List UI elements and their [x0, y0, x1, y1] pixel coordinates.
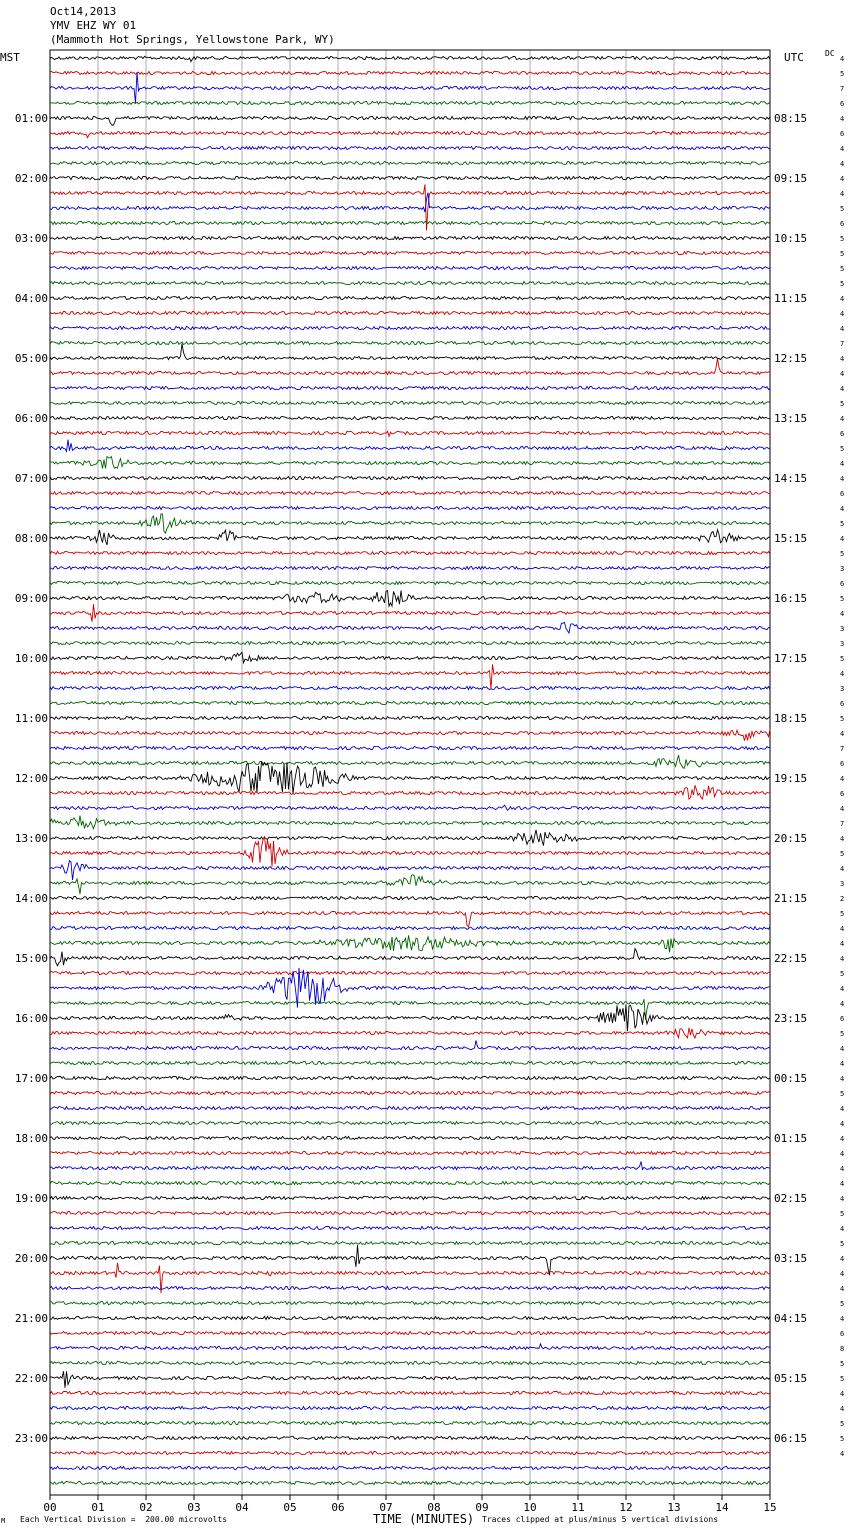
seismic-trace [50, 1106, 770, 1109]
dc-offset-value: 4 [840, 385, 845, 393]
seismic-trace [50, 926, 770, 929]
seismic-trace [50, 1241, 770, 1244]
seismic-trace [50, 1361, 770, 1364]
seismic-trace [50, 911, 770, 926]
seismic-trace [50, 1436, 770, 1439]
seismic-trace [50, 506, 770, 509]
dc-offset-value: 6 [840, 100, 845, 108]
seismic-trace [50, 251, 770, 254]
utc-hour-label: 11:15 [774, 292, 808, 305]
dc-offset-value: 4 [840, 55, 845, 63]
x-tick-label: 14 [715, 1501, 729, 1514]
seismic-trace [50, 861, 770, 880]
dc-offset-value: 3 [840, 640, 845, 648]
seismic-trace [50, 161, 770, 164]
left-timezone-label: MST [0, 51, 20, 64]
dc-offset-value: 5 [840, 280, 845, 288]
mst-hour-label: 22:00 [14, 1372, 48, 1385]
dc-offset-value: 5 [840, 595, 845, 603]
x-tick-label: 04 [235, 1501, 249, 1514]
mst-hour-label: 16:00 [14, 1012, 48, 1025]
dc-offset-value: 4 [840, 1180, 845, 1188]
dc-offset-value: 4 [840, 1045, 845, 1053]
seismic-trace [50, 146, 770, 149]
dc-offset-value: 5 [840, 1030, 845, 1038]
seismic-trace [50, 665, 770, 690]
x-tick-label: 10 [523, 1501, 537, 1514]
dc-offset-value: 6 [840, 700, 845, 708]
utc-hour-label: 06:15 [774, 1432, 808, 1445]
seismic-trace [50, 1151, 770, 1154]
seismic-trace [50, 72, 770, 103]
seismic-trace [50, 116, 770, 125]
mst-hour-label: 19:00 [14, 1192, 48, 1205]
seismic-trace [50, 1162, 770, 1170]
dc-offset-value: 3 [840, 565, 845, 573]
seismic-trace [50, 604, 770, 622]
utc-hour-label: 01:15 [774, 1132, 808, 1145]
seismic-trace [50, 1451, 770, 1454]
mst-hour-label: 18:00 [14, 1132, 48, 1145]
seismic-trace [50, 1245, 770, 1275]
seismic-trace [50, 1391, 770, 1394]
dc-offset-value: 4 [840, 1165, 845, 1173]
utc-hour-label: 17:15 [774, 652, 808, 665]
dc-offset-value: 4 [840, 925, 845, 933]
scale-note: Each Vertical Division = 200.00 microvolts [20, 1515, 228, 1524]
dc-offset-value: 4 [840, 865, 845, 873]
seismic-trace [50, 296, 770, 299]
dc-offset-value: 4 [840, 370, 845, 378]
dc-offset-value: 6 [840, 490, 845, 498]
utc-hour-label: 22:15 [774, 952, 808, 965]
x-tick-label: 00 [43, 1501, 57, 1514]
seismic-trace [50, 416, 770, 419]
utc-hour-label: 15:15 [774, 532, 808, 545]
seismic-trace [50, 701, 770, 704]
utc-hour-label: 04:15 [774, 1312, 808, 1325]
seismic-trace [50, 1136, 770, 1139]
x-tick-label: 07 [379, 1501, 393, 1514]
utc-hour-label: 00:15 [774, 1072, 808, 1085]
seismic-trace [50, 56, 770, 61]
dc-offset-value: 4 [840, 1105, 845, 1113]
dc-offset-value: 7 [840, 340, 845, 348]
x-axis-title: TIME (MINUTES) [373, 1512, 475, 1526]
dc-offset-value: 4 [840, 1150, 845, 1158]
dc-offset-value: 4 [840, 1450, 845, 1458]
dc-offset-value: 4 [840, 955, 845, 963]
clip-note: Traces clipped at plus/minus 5 vertical divisions [482, 1515, 719, 1524]
seismic-trace [50, 311, 770, 314]
seismic-trace [50, 530, 770, 545]
mst-hour-label: 21:00 [14, 1312, 48, 1325]
dc-offset-value: 4 [840, 730, 845, 738]
seismic-trace [50, 875, 770, 894]
seismic-trace [50, 359, 770, 375]
dc-offset-value: 4 [840, 1120, 845, 1128]
dc-offset-value: 5 [840, 1375, 845, 1383]
dc-offset-value: 5 [840, 1420, 845, 1428]
dc-offset-value: 5 [840, 1360, 845, 1368]
seismic-trace [50, 440, 770, 452]
seismic-trace [50, 971, 770, 974]
seismic-trace [50, 1076, 770, 1079]
dc-offset-value: 5 [840, 250, 845, 258]
dc-offset-value: 4 [840, 1285, 845, 1293]
mst-hour-label: 11:00 [14, 712, 48, 725]
dc-offset-value: 4 [840, 505, 845, 513]
dc-offset-value: 4 [840, 1270, 845, 1278]
x-tick-label: 15 [763, 1501, 777, 1514]
seismic-trace [50, 1406, 770, 1409]
dc-offset-value: 4 [840, 1060, 845, 1068]
utc-hour-label: 02:15 [774, 1192, 808, 1205]
seismic-trace [50, 1421, 770, 1424]
seismic-trace [50, 266, 770, 269]
seismic-trace [50, 785, 770, 799]
dc-offset-value: 5 [840, 1435, 845, 1443]
dc-offset-value: 4 [840, 1135, 845, 1143]
seismic-trace [50, 1481, 770, 1484]
x-tick-label: 02 [139, 1501, 153, 1514]
dc-offset-value: 8 [840, 1345, 845, 1353]
dc-offset-value: 5 [840, 1300, 845, 1308]
dc-offset-value: 4 [840, 295, 845, 303]
seismic-trace [50, 1371, 770, 1388]
x-tick-label: 13 [667, 1501, 681, 1514]
mst-hour-label: 06:00 [14, 412, 48, 425]
dc-offset-value: 5 [840, 70, 845, 78]
seismic-trace [50, 1331, 770, 1334]
dc-offset-value: 6 [840, 220, 845, 228]
dc-offset-value: 4 [840, 1225, 845, 1233]
mst-hour-label: 17:00 [14, 1072, 48, 1085]
seismic-trace [50, 591, 770, 607]
dc-offset-value: 4 [840, 460, 845, 468]
seismic-trace [50, 935, 770, 952]
utc-hour-label: 13:15 [774, 412, 808, 425]
seismic-trace [50, 101, 770, 104]
dc-offset-value: 4 [840, 1390, 845, 1398]
dc-offset-value: 4 [840, 1195, 845, 1203]
seismic-trace [50, 805, 770, 810]
dc-offset-value: 5 [840, 235, 845, 243]
dc-offset-value: 6 [840, 430, 845, 438]
dc-offset-value: 3 [840, 880, 845, 888]
dc-offset-value: 4 [840, 415, 845, 423]
station-location: (Mammoth Hot Springs, Yellowstone Park, WY) [50, 33, 335, 46]
dc-offset-value: 4 [840, 145, 845, 153]
dc-offset-value: 5 [840, 265, 845, 273]
mst-hour-label: 12:00 [14, 772, 48, 785]
seismic-trace [50, 551, 770, 554]
dc-offset-value: 5 [840, 715, 845, 723]
seismic-trace [50, 686, 770, 689]
mst-hour-label: 04:00 [14, 292, 48, 305]
seismic-trace [50, 1181, 770, 1184]
seismic-trace [50, 716, 770, 719]
seismic-trace [50, 1301, 770, 1304]
seismic-trace [50, 622, 770, 633]
seismic-trace [50, 949, 770, 966]
mst-hour-label: 20:00 [14, 1252, 48, 1265]
seismic-trace [50, 896, 770, 899]
x-tick-label: 03 [187, 1501, 201, 1514]
seismic-trace [50, 514, 770, 533]
mst-hour-label: 15:00 [14, 952, 48, 965]
dc-offset-value: 4 [840, 325, 845, 333]
seismic-trace [50, 1226, 770, 1229]
mst-hour-label: 14:00 [14, 892, 48, 905]
dc-offset-value: 7 [840, 820, 845, 828]
dc-offset-value: 5 [840, 205, 845, 213]
seismic-trace [50, 401, 770, 404]
dc-offset-value: 5 [840, 655, 845, 663]
dc-offset-value: 6 [840, 760, 845, 768]
x-tick-label: 09 [475, 1501, 489, 1514]
utc-hour-label: 14:15 [774, 472, 808, 485]
mst-hour-label: 07:00 [14, 472, 48, 485]
seismic-trace [50, 1091, 770, 1094]
dc-offset-value: 5 [840, 910, 845, 918]
dc-offset-value: 5 [840, 970, 845, 978]
mst-hour-label: 09:00 [14, 592, 48, 605]
dc-offset-value: 4 [840, 985, 845, 993]
dc-offset-value: 4 [840, 1075, 845, 1083]
utc-hour-label: 12:15 [774, 352, 808, 365]
seismic-trace [50, 476, 770, 479]
seismic-trace [50, 652, 770, 663]
seismic-trace [50, 1211, 770, 1214]
seismic-trace [50, 1344, 770, 1350]
dc-offset-value: 5 [840, 520, 845, 528]
seismic-trace [50, 729, 770, 741]
x-tick-label: 06 [331, 1501, 345, 1514]
seismic-trace [50, 386, 770, 389]
dc-offset-value: 4 [840, 1255, 845, 1263]
seismic-trace [50, 1466, 770, 1469]
seismic-trace [50, 1041, 770, 1050]
seismic-trace [50, 71, 770, 74]
seismic-trace [50, 341, 770, 344]
dc-offset-value: 6 [840, 130, 845, 138]
mst-hour-label: 05:00 [14, 352, 48, 365]
seismic-trace [50, 1316, 770, 1319]
dc-offset-value: 4 [840, 1405, 845, 1413]
dc-offset-value: 4 [840, 355, 845, 363]
dc-offset-value: 4 [840, 1000, 845, 1008]
mst-hour-label: 02:00 [14, 172, 48, 185]
seismic-trace [50, 1286, 770, 1289]
mst-hour-label: 03:00 [14, 232, 48, 245]
dc-offset-value: 4 [840, 310, 845, 318]
seismic-trace [50, 281, 770, 284]
x-tick-label: 01 [91, 1501, 105, 1514]
mst-hour-label: 23:00 [14, 1432, 48, 1445]
dc-offset-value: 6 [840, 790, 845, 798]
seismic-trace [50, 221, 770, 224]
seismic-trace [50, 1121, 770, 1124]
seismic-trace [50, 566, 770, 569]
seismic-trace [50, 176, 770, 179]
seismic-trace [50, 431, 770, 436]
dc-offset-value: 4 [840, 670, 845, 678]
utc-hour-label: 08:15 [774, 112, 808, 125]
mst-hour-label: 13:00 [14, 832, 48, 845]
dc-offset-value: 4 [840, 610, 845, 618]
dc-offset-value: 5 [840, 550, 845, 558]
dc-offset-value: 4 [840, 805, 845, 813]
utc-hour-label: 05:15 [774, 1372, 808, 1385]
mst-hour-label: 08:00 [14, 532, 48, 545]
corner-mark: M [1, 1517, 6, 1525]
dc-offset-value: 4 [840, 160, 845, 168]
x-tick-label: 08 [427, 1501, 441, 1514]
seismic-trace [50, 816, 770, 829]
seismic-trace [50, 641, 770, 644]
seismic-trace [50, 1028, 770, 1038]
x-tick-label: 12 [619, 1501, 633, 1514]
utc-hour-label: 10:15 [774, 232, 808, 245]
x-tick-label: 05 [283, 1501, 297, 1514]
dc-offset-value: 4 [840, 1315, 845, 1323]
dc-offset-value: 5 [840, 1210, 845, 1218]
seismic-trace [50, 457, 770, 469]
seismic-trace [50, 236, 770, 239]
utc-hour-label: 03:15 [774, 1252, 808, 1265]
dc-offset-value: 3 [840, 685, 845, 693]
plot-date: Oct14,2013 [50, 5, 117, 18]
seismic-trace [50, 193, 770, 212]
right-timezone-label: UTC [784, 51, 804, 64]
seismic-trace [50, 581, 770, 584]
dc-offset-value: 4 [840, 175, 845, 183]
seismic-trace [50, 755, 770, 768]
dc-offset-value: 4 [840, 475, 845, 483]
dc-offset-value: 5 [840, 1240, 845, 1248]
utc-hour-label: 23:15 [774, 1012, 808, 1025]
seismic-trace [50, 836, 770, 866]
mst-hour-label: 01:00 [14, 112, 48, 125]
seismic-trace [50, 326, 770, 329]
dc-offset-value: 4 [840, 115, 845, 123]
utc-hour-label: 18:15 [774, 712, 808, 725]
dc-offset-value: 2 [840, 895, 845, 903]
seismic-trace [50, 746, 770, 749]
seismic-trace [50, 761, 770, 794]
station-code: YMV EHZ WY 01 [50, 19, 137, 32]
seismic-trace [50, 131, 770, 137]
utc-hour-label: 16:15 [774, 592, 808, 605]
utc-hour-label: 20:15 [774, 832, 808, 845]
seismic-trace [50, 830, 770, 846]
seismic-trace [50, 1061, 770, 1064]
dc-offset-value: 5 [840, 400, 845, 408]
dc-offset-value: 5 [840, 1090, 845, 1098]
dc-offset-value: 6 [840, 1330, 845, 1338]
seismic-trace [50, 344, 770, 360]
dc-offset-value: 6 [840, 1015, 845, 1023]
utc-hour-label: 21:15 [774, 892, 808, 905]
seismic-trace [50, 491, 770, 494]
seismic-trace [50, 1005, 770, 1032]
dc-offset-value: 4 [840, 535, 845, 543]
dc-offset-value: 7 [840, 745, 845, 753]
dc-offset-value: 5 [840, 850, 845, 858]
utc-hour-label: 09:15 [774, 172, 808, 185]
dc-offset-value: 4 [840, 835, 845, 843]
x-tick-label: 11 [571, 1501, 585, 1514]
utc-hour-label: 19:15 [774, 772, 808, 785]
dc-offset-value: 4 [840, 775, 845, 783]
dc-offset-value: 4 [840, 190, 845, 198]
dc-offset-value: 7 [840, 85, 845, 93]
dc-offset-value: 3 [840, 625, 845, 633]
mst-hour-label: 10:00 [14, 652, 48, 665]
seismic-trace [50, 1196, 770, 1199]
dc-offset-header: DC [825, 49, 835, 58]
dc-offset-value: 6 [840, 580, 845, 588]
dc-offset-value: 5 [840, 445, 845, 453]
dc-offset-value: 4 [840, 940, 845, 948]
